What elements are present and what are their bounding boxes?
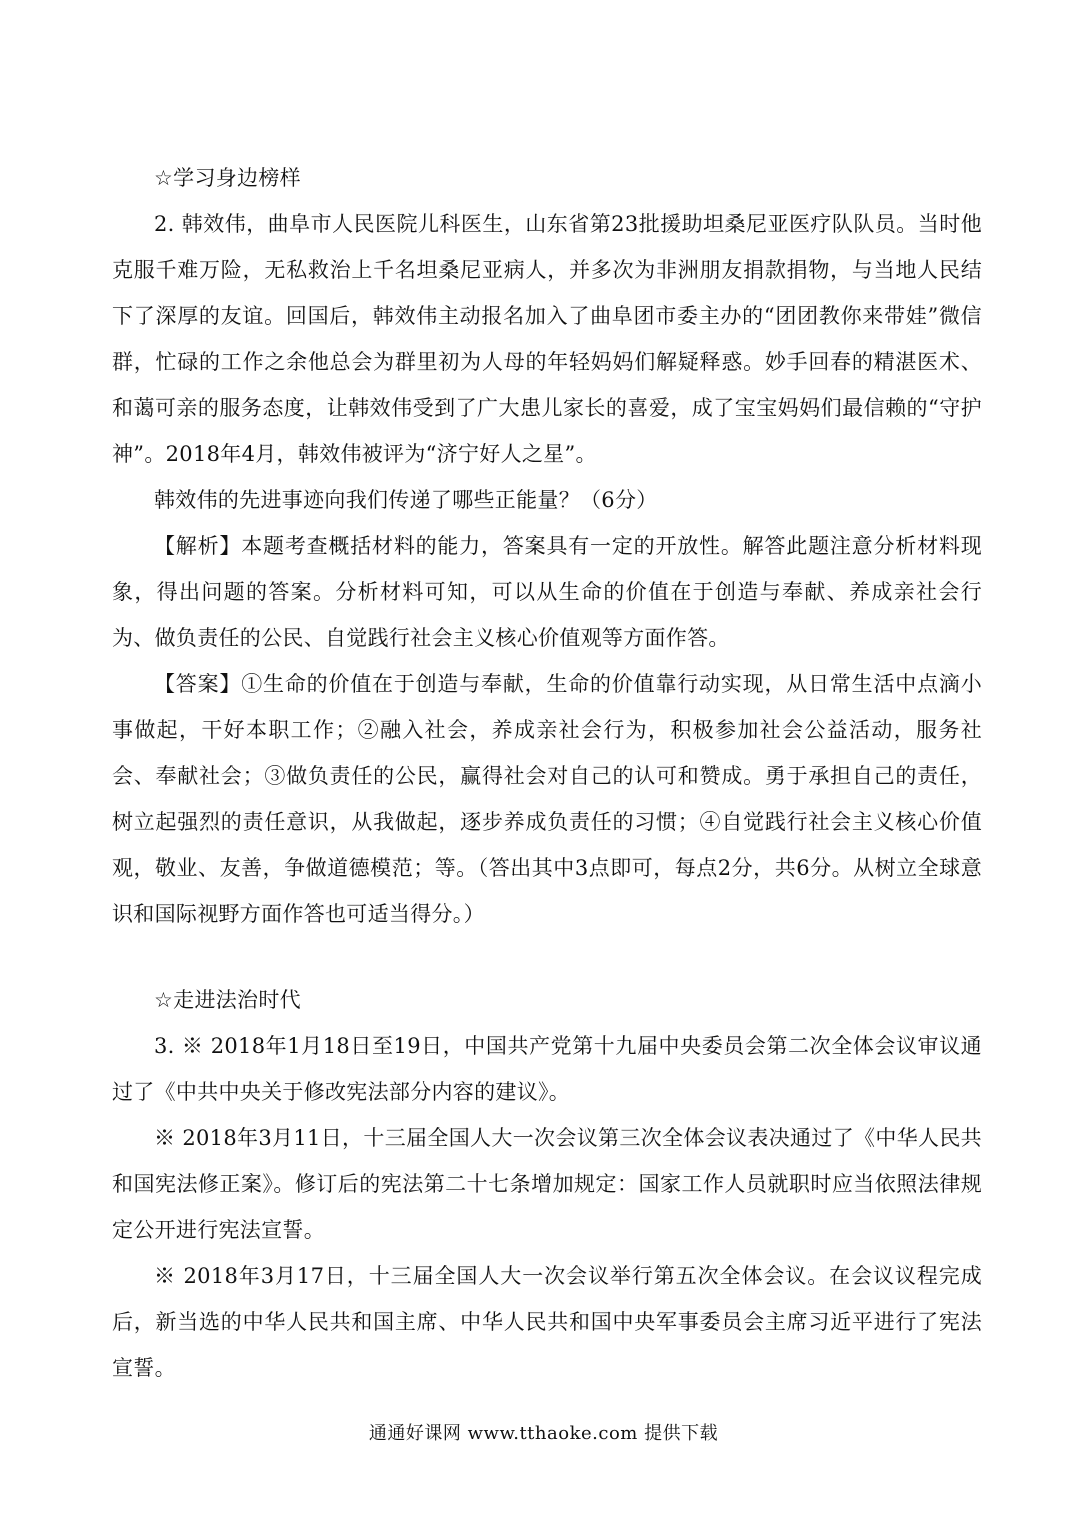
star-icon: ☆ — [154, 988, 174, 1012]
question-2-body: 2. 韩效伟，曲阜市人民医院儿科医生，山东省第23批援助坦桑尼亚医疗队队员。当时他克服千难万险，无私救治上千名坦桑尼亚病人，并多次为非洲朋友捐款捐物，与当地人民结下了深厚的友谊。回国后，韩效伟主动报名加入了曲阜团市委主办的“团团教你来带娃”微信群，忙碌的工作之余他总会为群里初为人母的年轻妈妈们解疑释惑。妙手回春的精湛医术、和蔼可亲的服务态度，让韩效伟受到了广大患儿家长的喜爱，成了宝宝妈妈们最信赖的“守护神”。2018年4月，韩效伟被评为“济宁好人之星”。 — [112, 212, 982, 466]
question-3-item-2: ※ 2018年3月11日，十三届全国人大一次会议第三次全体会议表决通过了《中华人民共和国宪法修正案》。修订后的宪法第二十七条增加规定：国家工作人员就职时应当依照法律规定公开进行宪法宣誓。 — [112, 1126, 982, 1242]
question-2-prompt: 韩效伟的先进事迹向我们传递了哪些正能量？（6分） — [154, 488, 658, 512]
section-heading-text: 学习身边榜样 — [173, 166, 301, 190]
section-study-role-models — [112, 155, 982, 937]
question-2-analysis: 【解析】本题考查概括材料的能力，答案具有一定的开放性。解答此题注意分析材料现象，得出问题的答案。分析材料可知，可以从生命的价值在于创造与奉献、养成亲社会行为、做负责任的公民、自觉践行社会主义核心价值观等方面作答。 — [112, 534, 982, 650]
question-3-item-3: ※ 2018年3月17日，十三届全国人大一次会议举行第五次全体会议。在会议议程完成后，新当选的中华人民共和国主席、中华人民共和国中央军事委员会主席习近平进行了宪法宣誓。 — [112, 1264, 982, 1380]
section-heading — [112, 155, 982, 201]
section-heading — [112, 977, 982, 1023]
page-footer: 通通好课网 www.tthaoke.com 提供下载 — [368, 1423, 719, 1444]
star-icon: ☆ — [154, 166, 174, 190]
section-rule-of-law — [112, 977, 982, 1391]
section-heading-text: 走进法治时代 — [173, 988, 301, 1012]
question-2-answer: 【答案】①生命的价值在于创造与奉献，生命的价值靠行动实现，从日常生活中点滴小事做起，干好本职工作；②融入社会，养成亲社会行为，积极参加社会公益活动，服务社会、奉献社会；③做负责任的公民，赢得社会对自己的认可和赞成。勇于承担自己的责任，树立起强烈的责任意识，从我做起，逐步养成负责任的习惯；④自觉践行社会主义核心价值观，敬业、友善，争做道德模范；等。（答出其中3点即可，每点2分，共6分。从树立全球意识和国际视野方面作答也可适当得分。） — [112, 672, 982, 926]
question-3-item-1: 3. ※ 2018年1月18日至19日，中国共产党第十九届中央委员会第二次全体会议审议通过了《中共中央关于修改宪法部分内容的建议》。 — [112, 1034, 982, 1104]
